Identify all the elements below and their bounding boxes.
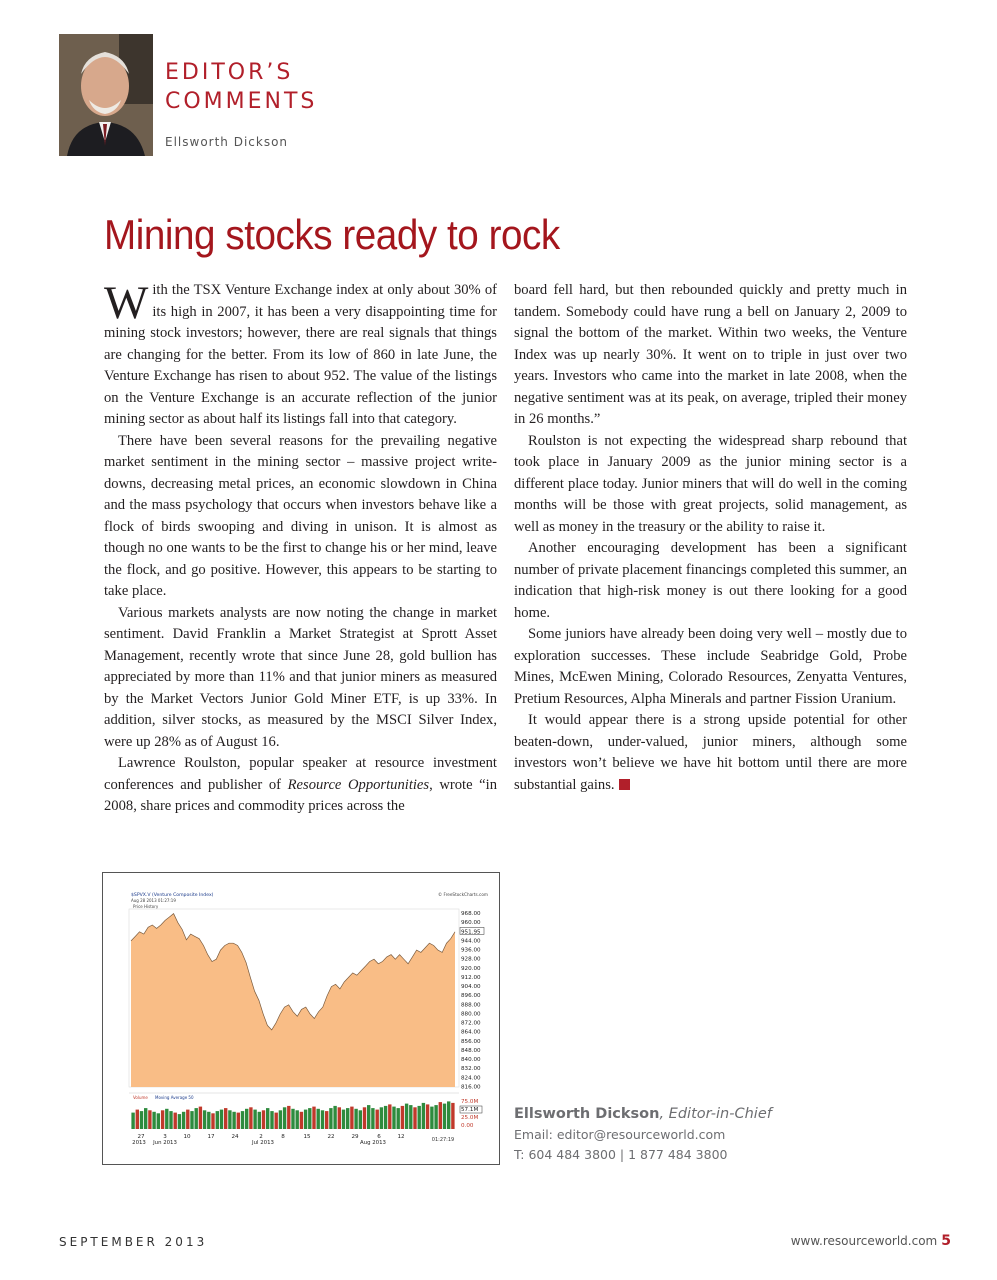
volume-bar: [312, 1107, 315, 1129]
volume-bar: [291, 1109, 294, 1129]
volume-bar: [140, 1111, 143, 1129]
volume-bar: [350, 1107, 353, 1129]
y-tick-label: 960.00: [461, 920, 481, 927]
volume-bar: [371, 1108, 374, 1129]
volume-bar: [426, 1104, 429, 1129]
drop-cap: W: [104, 277, 149, 329]
paragraph: board fell hard, but then rebounded quickly and pretty much in tandem. Somebody could have rung a bell on January 2, 2009 to signal the bottom of the market. Within two weeks, the Venture Index was up nearly 30%. It went on to triple in just over two years. Investors who came into the market in late 2008, when the negative sentiment was at its peak, on average, tripled their money in 26 months.”: [514, 282, 907, 427]
volume-bar: [279, 1110, 282, 1129]
y-tick-label: 896.00: [461, 993, 481, 1000]
author-byline: Ellsworth Dickson: [165, 135, 289, 149]
volume-bar: [405, 1104, 408, 1129]
y-tick-label: 840.00: [461, 1057, 481, 1064]
volume-bar: [203, 1110, 206, 1129]
section-title-line2: COMMENTS: [165, 89, 318, 114]
x-tick-label: 29: [351, 1134, 359, 1140]
volume-bar: [401, 1106, 404, 1129]
signature-phone: T: 604 484 3800 | 1 877 484 3800: [514, 1147, 728, 1162]
volume-bar: [270, 1111, 273, 1129]
volume-tick-label: 25.0M: [461, 1115, 479, 1121]
volume-bar: [397, 1108, 400, 1129]
volume-ma-label: Moving Average 50: [155, 1095, 194, 1100]
volume-bar: [165, 1109, 168, 1129]
volume-bar: [392, 1107, 395, 1129]
article-column-left: [104, 277, 498, 818]
x-month-label: Jul 2013: [252, 1140, 274, 1146]
x-tick-label: 17: [207, 1134, 215, 1140]
section-title: [165, 58, 317, 116]
volume-bar: [447, 1101, 450, 1129]
volume-bar: [211, 1113, 214, 1129]
chart-svg: [103, 873, 499, 1164]
volume-bar: [430, 1107, 433, 1129]
volume-bar: [195, 1108, 198, 1129]
volume-bar: [329, 1108, 332, 1129]
paragraph: [104, 277, 497, 431]
volume-bar: [241, 1111, 244, 1129]
time-label: 01:27:19: [431, 1137, 455, 1143]
volume-bar: [207, 1112, 210, 1129]
volume-bar: [186, 1110, 189, 1129]
volume-bar: [169, 1111, 172, 1129]
footer-date: SEPTEMBER 2013: [59, 1235, 208, 1249]
volume-bar: [190, 1111, 193, 1129]
paragraph-text: It would appear there is a strong upside potential for other beaten-down, under-valued, junior miners, although some investors won’t believe we have hit bottom until there are more substantial gains.: [514, 712, 907, 793]
volume-bar: [338, 1107, 341, 1129]
volume-bar: [434, 1105, 437, 1129]
volume-bar: [245, 1109, 248, 1129]
y-tick-label: 904.00: [461, 984, 481, 991]
volume-bar: [376, 1110, 379, 1129]
paragraph: Some juniors have already been doing very well – mostly due to exploration successes. These include Seabridge Gold, Probe Mines, McEwen Mining, Colorado Resources, Zenyatta Ventures, Pretium Resources, Alpha Minerals and partner Fission Uranium.: [514, 626, 907, 707]
volume-bar: [266, 1108, 269, 1129]
signature-role: , Editor-in-Chief: [659, 1106, 772, 1122]
volume-bar: [413, 1107, 416, 1129]
volume-bar: [283, 1107, 286, 1129]
x-tick-label: 15: [303, 1134, 311, 1140]
venture-index-chart: [102, 872, 500, 1165]
volume-bar: [152, 1112, 155, 1129]
paragraph: Various markets analysts are now noting the change in market sentiment. David Franklin a Market Strategist at Sprott Asset Management, recently wrote that since June 28, gold bullion has appreciated by more than 11% and that junior miners as measured by the Market Vectors Junior Gold Miner ETF, is up 33%. In addition, silver stocks, as measured by the MSCI Silver Index, were up 28% as of August 16.: [104, 604, 497, 750]
volume-tick-label: 57.1M: [461, 1107, 479, 1113]
volume-bar: [296, 1110, 299, 1129]
volume-bar: [443, 1104, 446, 1129]
y-tick-label: 864.00: [461, 1029, 481, 1036]
x-tick-label: 10: [183, 1134, 191, 1140]
paragraph-text: , wrote “in 2008, share prices and commodity prices across the: [104, 776, 498, 814]
paragraph: Roulston is not expecting the widespread sharp rebound that took place in January 2009 as the junior mining sector is a different place today. Junior miners that will do well in the coming months will be those with great projects, solid management, as well as money in the treasury or the ability to raise it.: [514, 432, 907, 535]
volume-bar: [359, 1110, 362, 1129]
y-tick-label: 912.00: [461, 974, 481, 981]
y-tick-label: 832.00: [461, 1066, 481, 1073]
volume-bar: [308, 1108, 311, 1129]
volume-bar: [275, 1113, 278, 1129]
paragraph-text: Lawrence Roulston, popular speaker at resource investment conferences and publisher of: [104, 755, 497, 793]
page-number: 5: [941, 1233, 951, 1249]
y-tick-label: 856.00: [461, 1038, 481, 1045]
volume-bar: [216, 1111, 219, 1129]
paragraph-text: ith the TSX Venture Exchange index at only about 30% of its high in 2007, it has been a very disappointing time for mining stock investors; however, there are real signals that things are changing for the better. From its low of 860 in late June, the Venture Exchange has risen to about 952. The value of the listings on the Venture Exchange is an accurate reflection of the junior mining sector as about half its listings fall into that category.: [104, 282, 497, 427]
publication-name: Resource Opportunities: [287, 776, 430, 793]
paragraph: Another encouraging development has been a significant number of private placement financings completed this summer, an indication that high-risk money is out there looking for a good home.: [514, 540, 907, 621]
paragraph: [104, 753, 497, 818]
volume-bar: [131, 1113, 134, 1129]
volume-bar: [199, 1107, 202, 1129]
paragraph: [514, 710, 907, 796]
volume-bar: [148, 1110, 151, 1129]
y-tick-label: 968.00: [461, 911, 481, 918]
volume-bar: [182, 1112, 185, 1129]
chart-subtitle: Aug 28 2013 01:27:19: [131, 898, 176, 903]
volume-label: Volume: [133, 1095, 148, 1100]
volume-bar: [363, 1107, 366, 1129]
section-title-line1: EDITOR’S: [165, 60, 294, 85]
volume-bar: [161, 1110, 164, 1129]
x-month-label: Aug 2013: [360, 1140, 386, 1146]
signature-email: Email: editor@resourceworld.com: [514, 1127, 726, 1142]
price-area-fill: [131, 914, 455, 1087]
portrait-illustration: [59, 34, 153, 156]
y-tick-label: 936.00: [461, 947, 481, 954]
volume-bar: [157, 1113, 160, 1129]
x-tick-label: 22: [327, 1134, 335, 1140]
volume-bar: [258, 1112, 261, 1129]
volume-bar: [384, 1106, 387, 1129]
volume-bar: [304, 1110, 307, 1129]
x-month-label: Jun 2013: [153, 1140, 177, 1146]
volume-bar: [346, 1108, 349, 1129]
volume-bar: [321, 1110, 324, 1129]
signature-block: [514, 1106, 772, 1162]
paragraph: There have been several reasons for the prevailing negative market sentiment in the mining sector – massive project write-downs, decreasing metal prices, an economic slowdown in China and the mass psychology that occurs when investors behave like a flock of birds swooping and diving in unison. It is almost as though no one wants to be the first to change his or her mind, leave the flock, and go positive. However, this appears to be starting to take place.: [104, 432, 497, 599]
x-tick-label: 3: [163, 1134, 167, 1140]
article-title: Mining stocks ready to rock: [104, 211, 560, 258]
volume-bar: [325, 1111, 328, 1129]
x-tick-label: 8: [281, 1134, 285, 1140]
y-tick-label: 888.00: [461, 1002, 481, 1009]
y-tick-label: 920.00: [461, 965, 481, 972]
volume-bar: [439, 1102, 442, 1129]
volume-bar: [224, 1108, 227, 1129]
y-tick-label: 872.00: [461, 1020, 481, 1027]
y-tick-label: 816.00: [461, 1084, 481, 1091]
volume-bar: [409, 1105, 412, 1129]
volume-tick-label: 0.00: [461, 1123, 474, 1129]
y-tick-label: 880.00: [461, 1011, 481, 1018]
chart-panel-label: Price History: [133, 904, 159, 909]
y-tick-label: 944.00: [461, 938, 481, 945]
volume-bar: [367, 1105, 370, 1129]
volume-bar: [136, 1110, 139, 1129]
chart-title: $SPVX.V (Venture Composite Index): [131, 893, 214, 898]
volume-bar: [317, 1109, 320, 1129]
x-tick-label: 2: [259, 1134, 263, 1140]
volume-bar: [232, 1112, 235, 1129]
chart-source: © FreeStockCharts.com: [438, 892, 488, 897]
volume-bar: [300, 1112, 303, 1129]
price-area: [131, 914, 455, 1087]
volume-bar: [380, 1107, 383, 1129]
volume-bar: [144, 1108, 147, 1129]
volume-bar: [178, 1114, 181, 1129]
article-column-right: [514, 280, 907, 796]
volume-bar: [249, 1107, 252, 1129]
volume-bar: [418, 1106, 421, 1129]
price-axis: [460, 911, 484, 1090]
author-photo: [59, 34, 153, 156]
time-axis: [132, 1134, 454, 1146]
volume-bar: [237, 1113, 240, 1129]
volume-bar: [253, 1110, 256, 1129]
volume-bar: [333, 1106, 336, 1129]
volume-tick-label: 75.0M: [461, 1099, 479, 1105]
signature-name-line: [514, 1106, 772, 1122]
volume-bar: [174, 1113, 177, 1129]
footer-right: [791, 1233, 951, 1249]
volume-bar: [287, 1106, 290, 1129]
volume-axis: [460, 1099, 482, 1129]
volume-bars: [131, 1101, 454, 1129]
volume-bar: [228, 1110, 231, 1129]
volume-bar: [262, 1110, 265, 1129]
x-tick-label: 27: [137, 1134, 145, 1140]
y-tick-label: 824.00: [461, 1075, 481, 1082]
volume-bar: [451, 1103, 454, 1129]
volume-bar: [220, 1110, 223, 1129]
volume-bar: [422, 1103, 425, 1129]
x-tick-label: 6: [377, 1134, 381, 1140]
volume-bar: [388, 1104, 391, 1129]
y-tick-label: 848.00: [461, 1047, 481, 1054]
footer-url: www.resourceworld.com: [790, 1234, 938, 1248]
volume-bar: [342, 1110, 345, 1129]
signature-name: Ellsworth Dickson: [514, 1106, 660, 1122]
x-tick-label: 24: [231, 1134, 239, 1140]
y-tick-label: 928.00: [461, 956, 481, 963]
y-tick-label: 951.95: [461, 929, 481, 936]
end-mark-icon: [619, 779, 630, 790]
volume-bar: [354, 1109, 357, 1129]
x-month-label: 2013: [132, 1140, 146, 1146]
x-tick-label: 12: [397, 1134, 405, 1140]
